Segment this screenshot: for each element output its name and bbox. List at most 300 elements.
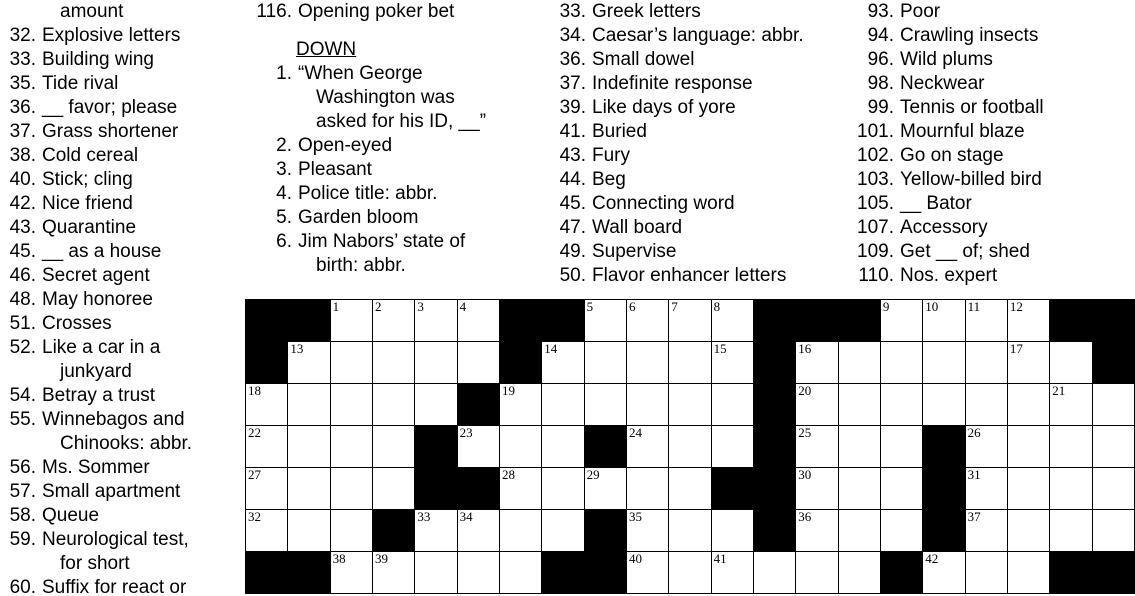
grid-cell[interactable] [796,342,838,384]
clue-item [256,0,544,24]
grid-cell-number: 30 [798,467,812,482]
grid-cell-number: 14 [544,341,558,356]
clue-number: 51. [9,313,36,334]
grid-cell[interactable] [965,426,1007,468]
clue-item [8,456,252,480]
clue-item [856,96,1135,120]
grid-cell-number: 18 [248,383,261,398]
grid-cell[interactable] [246,384,288,426]
clue-item [8,96,252,120]
clue-item [8,552,252,576]
clue-number: 55. [9,409,36,430]
grid-cell[interactable] [838,342,880,384]
grid-cell[interactable] [330,468,372,510]
clue-item [8,408,252,432]
grid-cell[interactable] [499,468,541,510]
grid-cell-number: 38 [332,551,346,566]
clue-number: 4. [276,183,292,204]
grid-cell[interactable] [542,426,584,468]
clue-item [8,48,252,72]
clue-item [8,432,252,456]
grid-cell[interactable] [965,384,1007,426]
clue-number: 45. [9,241,36,262]
grid-cell[interactable] [372,342,414,384]
clue-text: __ favor; please [42,97,178,118]
clue-item [256,206,544,230]
grid-cell[interactable] [372,384,414,426]
clue-number: 103. [857,169,894,190]
grid-cell[interactable] [457,510,499,552]
clue-text: Secret agent [42,265,150,286]
grid-cell-number: 39 [374,551,388,566]
grid-cell[interactable] [626,510,668,552]
grid-cell-block [1092,552,1134,594]
grid-cell[interactable] [372,552,414,594]
clue-item [8,360,252,384]
grid-cell-number: 22 [248,425,261,440]
grid-row [246,510,1135,552]
grid-cell[interactable] [965,342,1007,384]
clue-number: 34. [559,25,586,46]
clue-text: Building wing [42,49,154,70]
grid-cell[interactable] [669,552,711,594]
clue-item [8,336,252,360]
grid-cell[interactable] [415,510,457,552]
clue-number: 35. [9,73,36,94]
grid-cell[interactable] [457,552,499,594]
grid-cell-number: 37 [967,509,981,524]
clue-text: Opening poker bet [298,1,455,22]
grid-cell-block [457,468,499,510]
grid-cell[interactable] [499,510,541,552]
grid-row [246,300,1135,342]
grid-cell[interactable] [457,342,499,384]
grid-cell-number: 21 [1052,383,1066,398]
grid-cell[interactable] [499,384,541,426]
grid-cell[interactable] [288,426,330,468]
clue-number: 60. [9,577,36,596]
grid-cell-block [542,300,584,342]
clue-item [8,72,252,96]
clue-item [548,192,852,216]
grid-cell[interactable] [415,342,457,384]
clue-number: 37. [559,73,586,94]
grid-cell[interactable] [923,300,965,342]
clue-text: Buried [592,121,647,142]
grid-cell[interactable] [753,552,795,594]
grid-cell-number: 41 [713,551,727,566]
grid-cell[interactable] [584,300,626,342]
clue-number: 109. [857,241,894,262]
clue-text: Indefinite response [592,73,753,94]
clue-item [856,120,1135,144]
grid-cell-block [372,510,414,552]
grid-cell[interactable] [669,342,711,384]
grid-cell[interactable] [626,426,668,468]
grid-cell[interactable] [288,384,330,426]
grid-cell[interactable] [542,342,584,384]
grid-cell[interactable] [838,384,880,426]
grid-cell-number: 10 [925,299,939,314]
grid-cell-number: 33 [417,509,431,524]
clue-item [8,528,252,552]
clue-text: __ Bator [900,193,972,214]
clue-text: Winnebagos and [42,409,185,430]
grid-cell-number: 26 [967,425,981,440]
clue-text: Quarantine [42,217,137,238]
clue-item [8,384,252,408]
clue-number: 42. [9,193,36,214]
clue-number: 50. [559,265,586,286]
clue-text: Small dowel [592,49,695,70]
grid-cell[interactable] [1007,384,1049,426]
clue-item [856,240,1135,264]
grid-cell-block [246,300,288,342]
clue-item [856,72,1135,96]
clue-text: Poor [900,1,941,22]
grid-cell[interactable] [1050,426,1092,468]
clue-text: Crosses [42,313,112,334]
clue-item [856,0,1135,24]
grid-cell[interactable] [584,468,626,510]
clue-number: 107. [857,217,894,238]
clue-item [548,24,852,48]
grid-cell[interactable] [711,426,753,468]
grid-cell[interactable] [669,510,711,552]
clue-number: 43. [559,145,586,166]
grid-cell[interactable] [330,426,372,468]
grid-cell[interactable] [965,468,1007,510]
clue-item [548,216,852,240]
grid-cell[interactable] [542,384,584,426]
clue-text: Ms. Sommer [42,457,150,478]
grid-cell[interactable] [923,342,965,384]
grid-cell[interactable] [584,384,626,426]
grid-cell[interactable] [796,468,838,510]
grid-cell[interactable] [542,510,584,552]
grid-cell-number: 27 [248,467,261,482]
clue-text: Greek letters [592,1,701,22]
clue-text: asked for his ID, __” [316,111,487,132]
grid-cell[interactable] [796,384,838,426]
grid-cell[interactable] [965,510,1007,552]
clue-item [856,216,1135,240]
grid-cell[interactable] [1092,384,1134,426]
grid-cell[interactable] [880,468,922,510]
down-section-heading: DOWN [296,39,357,60]
grid-cell-number: 5 [586,299,594,314]
grid-cell[interactable] [796,426,838,468]
grid-cell-number: 12 [1009,299,1023,314]
grid-cell-block [753,510,795,552]
clue-item [256,110,544,134]
clue-text: Explosive letters [42,25,181,46]
clue-item [548,264,852,288]
grid-cell[interactable] [1007,300,1049,342]
clue-text: Neckwear [900,73,985,94]
clue-text: Garden bloom [298,207,419,228]
clue-item [856,24,1135,48]
grid-cell-block [1050,552,1092,594]
clue-item [548,96,852,120]
clue-text: Fury [592,145,630,166]
grid-cell[interactable] [923,384,965,426]
grid-cell[interactable] [711,510,753,552]
grid-cell[interactable] [499,552,541,594]
grid-cell-block [923,426,965,468]
grid-cell[interactable] [1050,510,1092,552]
grid-cell[interactable] [1007,426,1049,468]
clue-number: 49. [559,241,586,262]
crossword-grid[interactable] [245,299,1135,594]
clue-text: Pleasant [298,159,372,180]
grid-cell[interactable] [499,426,541,468]
clue-item [256,62,544,86]
grid-cell[interactable] [796,552,838,594]
crossword-grid-table[interactable] [245,299,1135,594]
clue-column-3 [544,0,852,288]
grid-cell-block [753,426,795,468]
grid-cell[interactable] [923,552,965,594]
clue-column-2 [252,0,544,278]
grid-cell[interactable] [457,300,499,342]
grid-cell-number: 23 [459,425,473,440]
grid-cell[interactable] [372,468,414,510]
grid-row [246,468,1135,510]
grid-cell[interactable] [1092,468,1134,510]
grid-cell[interactable] [246,426,288,468]
grid-cell[interactable] [1050,468,1092,510]
grid-cell[interactable] [626,384,668,426]
grid-cell-block [584,552,626,594]
grid-cell-block [880,552,922,594]
clue-text: Neurological test, [42,529,189,550]
grid-cell[interactable] [711,342,753,384]
grid-cell-number: 19 [501,383,515,398]
clue-column-1 [0,0,252,596]
grid-cell-block [711,468,753,510]
clue-text: Jim Nabors’ state of [298,231,466,252]
clue-item [8,192,252,216]
grid-cell[interactable] [880,510,922,552]
clue-item [548,48,852,72]
clue-column-4 [852,0,1135,288]
grid-cell[interactable] [669,300,711,342]
clue-text: Beg [592,169,626,190]
clue-number: 102. [857,145,894,166]
clue-text: junkyard [60,361,132,382]
clue-number: 47. [559,217,586,238]
grid-cell-block [584,510,626,552]
grid-cell[interactable] [965,300,1007,342]
grid-cell[interactable] [838,468,880,510]
clue-number: 59. [9,529,36,550]
grid-row [246,552,1135,594]
clue-text: Connecting word [592,193,735,214]
grid-cell[interactable] [246,510,288,552]
clue-item [8,168,252,192]
grid-cell-number: 15 [713,341,727,356]
grid-cell[interactable] [669,384,711,426]
grid-cell[interactable] [880,300,922,342]
grid-cell[interactable] [330,342,372,384]
grid-cell[interactable] [1007,552,1049,594]
grid-cell-number: 9 [882,299,890,314]
grid-cell-block [584,426,626,468]
grid-cell[interactable] [415,552,457,594]
clue-item [8,288,252,312]
grid-cell[interactable] [1007,510,1049,552]
grid-cell-block [415,468,457,510]
clue-number: 6. [276,231,292,252]
grid-cell[interactable] [288,468,330,510]
grid-cell-block [1050,300,1092,342]
grid-cell[interactable] [415,384,457,426]
grid-cell[interactable] [415,300,457,342]
clue-text: amount [60,1,124,22]
clue-item [8,240,252,264]
grid-cell-block [1092,300,1134,342]
grid-cell[interactable] [330,510,372,552]
grid-cell[interactable] [1092,510,1134,552]
clue-number: 116. [256,1,292,22]
clue-number: 52. [9,337,36,358]
grid-cell[interactable] [626,342,668,384]
clue-item [8,504,252,528]
grid-cell[interactable] [1007,342,1049,384]
grid-cell-number: 25 [798,425,812,440]
clue-number: 99. [867,97,894,118]
grid-cell-block [246,552,288,594]
clue-number: 33. [9,49,36,70]
grid-cell[interactable] [330,552,372,594]
grid-cell-number: 31 [967,467,981,482]
grid-cell-block [542,552,584,594]
clue-number: 96. [867,49,894,70]
grid-cell[interactable] [626,468,668,510]
clue-item [256,158,544,182]
grid-cell[interactable] [626,300,668,342]
grid-cell[interactable] [1007,468,1049,510]
clue-item [8,120,252,144]
grid-cell[interactable] [838,510,880,552]
clue-text: for short [60,553,130,574]
grid-cell[interactable] [584,342,626,384]
grid-cell-block [796,300,838,342]
clue-text: Wall board [592,217,683,238]
grid-cell[interactable] [1050,342,1092,384]
grid-cell[interactable] [457,426,499,468]
grid-cell[interactable] [246,468,288,510]
grid-cell-block [246,342,288,384]
grid-cell-number: 11 [967,299,981,314]
grid-cell[interactable] [669,426,711,468]
grid-cell-number: 28 [501,467,515,482]
grid-cell[interactable] [542,468,584,510]
grid-cell-number: 13 [290,341,304,356]
clue-item [856,192,1135,216]
grid-cell-number: 2 [374,299,382,314]
grid-cell[interactable] [372,300,414,342]
clue-text: Queue [42,505,100,526]
clue-number: 3. [276,159,292,180]
grid-cell-number: 8 [713,299,721,314]
grid-cell[interactable] [838,552,880,594]
clue-item [8,480,252,504]
grid-cell-block [838,300,880,342]
clue-number: 36. [9,97,36,118]
clue-text: Flavor enhancer letters [592,265,787,286]
grid-row [246,342,1135,384]
grid-cell[interactable] [669,468,711,510]
clue-item [856,48,1135,72]
clue-number: 45. [559,193,586,214]
clue-item [256,182,544,206]
grid-cell[interactable] [330,384,372,426]
clue-item [8,264,252,288]
grid-cell[interactable] [288,342,330,384]
clue-item [256,254,544,278]
clue-text: Supervise [592,241,677,262]
grid-cell-number: 40 [628,551,642,566]
grid-cell-number: 1 [332,299,340,314]
grid-cell[interactable] [1092,426,1134,468]
clue-item [8,144,252,168]
clue-text: May honoree [42,289,153,310]
clue-item [856,144,1135,168]
grid-cell[interactable] [880,342,922,384]
clue-text: Tide rival [42,73,119,94]
clue-text: Chinooks: abbr. [60,433,193,454]
clue-text: Open-eyed [298,135,393,156]
clue-text: Betray a trust [42,385,155,406]
clue-item [8,576,252,596]
grid-cell[interactable] [288,510,330,552]
grid-cell[interactable] [880,384,922,426]
grid-cell[interactable] [838,426,880,468]
clue-number: 2. [276,135,292,156]
clue-item [8,312,252,336]
grid-cell-number: 36 [798,509,812,524]
clue-number: 38. [9,145,36,166]
clue-text: Tennis or football [900,97,1044,118]
grid-cell-block [753,384,795,426]
grid-cell[interactable] [711,300,753,342]
clue-number: 56. [9,457,36,478]
clue-item [548,240,852,264]
grid-cell[interactable] [1050,384,1092,426]
grid-cell[interactable] [880,426,922,468]
grid-cell[interactable] [796,510,838,552]
grid-cell-number: 7 [671,299,678,314]
clue-item [256,86,544,110]
grid-cell[interactable] [626,552,668,594]
clue-number: 93. [867,1,894,22]
grid-cell[interactable] [711,384,753,426]
grid-cell-number: 3 [417,299,424,314]
grid-cell-number: 34 [459,509,473,524]
grid-cell-number: 17 [1009,341,1023,356]
grid-cell[interactable] [965,552,1007,594]
grid-cell[interactable] [711,552,753,594]
grid-cell[interactable] [372,426,414,468]
clue-text: Yellow-billed bird [900,169,1042,190]
clue-item [856,168,1135,192]
clue-text: Nice friend [42,193,133,214]
grid-cell[interactable] [330,300,372,342]
clue-text: “When George [298,63,423,84]
clue-number: 101. [857,121,894,142]
